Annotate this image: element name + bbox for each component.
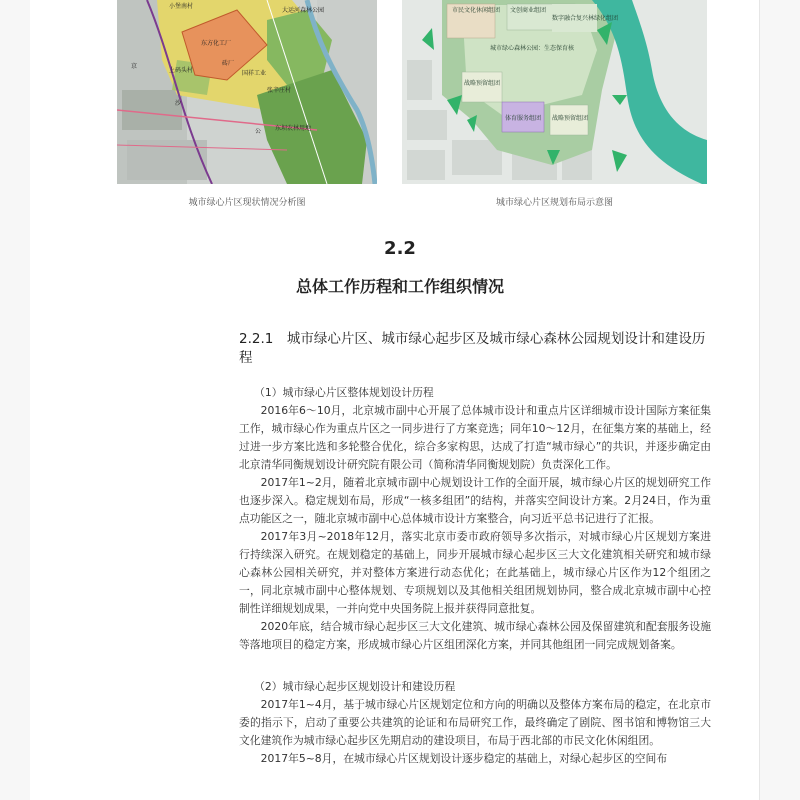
planning-layout-map <box>402 0 707 184</box>
page-left-margin <box>0 0 31 800</box>
map-label: 张辛庄村 <box>267 87 292 94</box>
section-title: 总体工作历程和工作组织情况 <box>295 277 504 296</box>
plan-label: 体育服务组团 <box>505 115 542 122</box>
plan-label: 市民文化休闲组团 <box>452 7 501 14</box>
paragraph: 2017年1~4月，基于城市绿心片区规划定位和方向的明确以及整体方案布局的稳定，在北京市委的指示下，启动了重要公共建筑的论证和布局研究工作，最终确定了剧院、图书馆和博物馆三大文化建筑作为城市绿心起步区先期启动的建设项目，布局于西北部的市民文化休闲组团。 <box>239 698 711 747</box>
map-label: 沙 <box>175 100 182 107</box>
figure-caption-right: 城市绿心片区规划布局示意图 <box>495 198 613 208</box>
body-part-1 <box>239 384 711 654</box>
section-number: 2.2 <box>384 238 416 259</box>
map-label: 东坝农林用地 <box>275 125 312 132</box>
map-label: 公 <box>255 128 262 135</box>
map-label: 国祥工业 <box>242 70 267 77</box>
page-right-margin <box>759 0 800 800</box>
paragraph: 2017年3月~2018年12月，落实北京市委市政府领导多次指示，对城市绿心片区规划方案进行持续深入研究。在规划稳定的基础上，同步开展城市绿心起步区三大文化建筑相关研究和城市绿心森林公园相关研究，并对整体方案进行动态优化；在此基础上，城市绿心片区作为12个组团之一，同北京城市副中心整体规划、专项规划以及其他相关组团规划协同，整合成北京城市副中心控制性详细规划成果，一并向党中央国务院上报并获得同意批复。 <box>239 530 711 615</box>
part2-heading: （2）城市绿心起步区规划设计和建设历程 <box>254 680 456 693</box>
map-label: 大运河森林公园 <box>282 7 325 14</box>
paragraph: 2017年5~8月，在城市绿心片区规划设计逐步稳定的基础上，对绿心起步区的空间布 <box>260 752 668 765</box>
plan-label: 数字融合复兴林绿化组团 <box>552 15 619 22</box>
paragraph: 2016年6～10月，北京城市副中心开展了总体城市设计和重点片区详细城市设计国际方案征集工作，城市绿心作为重点片区之一同步进行了方案竞选；同年10～12月，在征集方案的基础上，经过进一步方案比选和多轮整合优化，综合多家构思，达成了打造“城市绿心”的共识，并逐步确定由北京清华同衡规划设计研究院有限公司（简称清华同衡规划院）负责深化工作。 <box>239 404 711 471</box>
map-label: 小堡南村 <box>169 3 194 10</box>
map-label: 上码头村 <box>169 67 194 74</box>
map-label: 东方化工厂 <box>201 40 232 47</box>
plan-label: 战略预留组团 <box>464 80 501 87</box>
plan-label: 文创商业组团 <box>510 7 547 14</box>
map-label: 京 <box>131 63 138 70</box>
map-label: 砖厂 <box>222 60 235 67</box>
current-situation-map <box>117 0 377 184</box>
figure-caption-left: 城市绿心片区现状情况分析图 <box>188 198 306 208</box>
paragraph: 2020年底，结合城市绿心起步区三大文化建筑、城市绿心森林公园及保留建筑和配套服务设施等落地项目的稳定方案，形成城市绿心片区组团深化方案，并同其他组团一同完成规划备案。 <box>239 620 711 651</box>
paragraph: 2017年1~2月，随着北京城市副中心规划设计工作的全面开展，城市绿心片区的规划研究工作也逐步深入。稳定规划布局，形成“一核多组团”的结构，并落实空间设计方案。2月24日，作为重点功能区之一，随北京城市副中心总体城市设计方案整合，向习近平总书记进行了汇报。 <box>239 476 711 525</box>
plan-label: 战略预留组团 <box>552 115 589 122</box>
body-part-2 <box>239 678 711 768</box>
plan-label: 城市绿心森林公园：生态保育核 <box>490 45 575 52</box>
part1-heading: （1）城市绿心片区整体规划设计历程 <box>254 386 434 399</box>
subsection-heading: 2.2.1 城市绿心片区、城市绿心起步区及城市绿心森林公园规划设计和建设历程 <box>239 331 706 366</box>
